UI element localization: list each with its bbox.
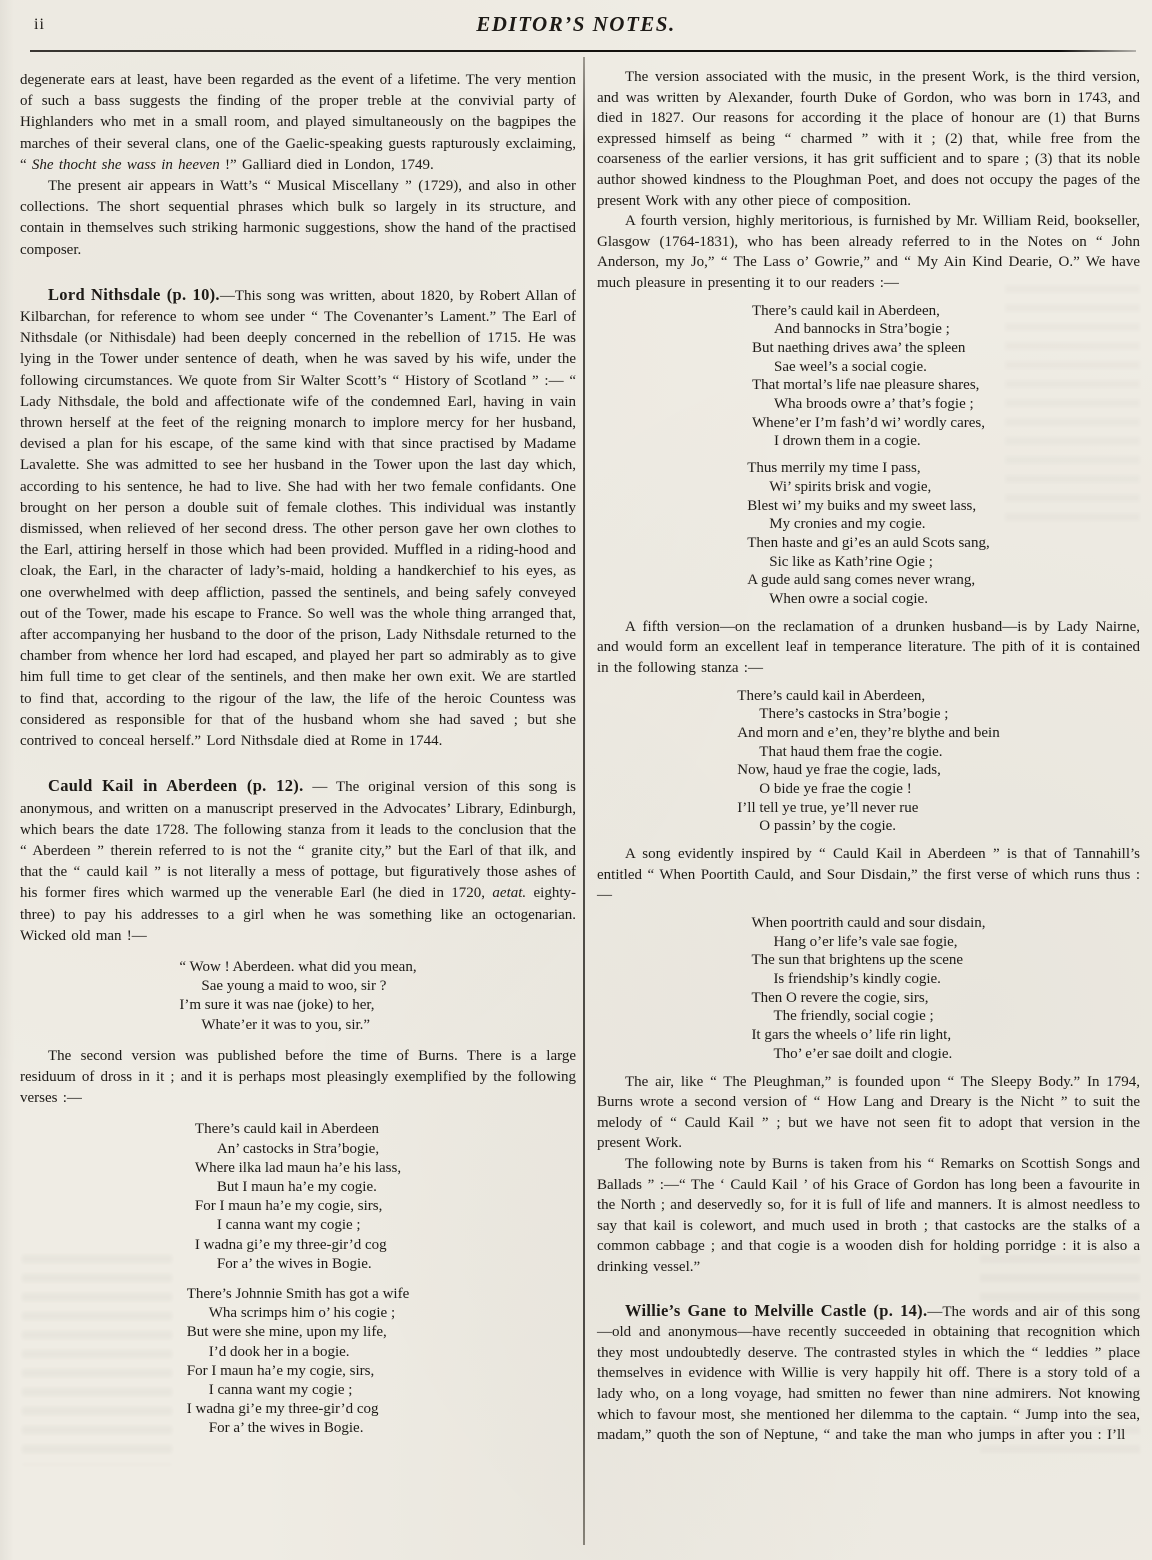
verse-stanza — [195, 1120, 401, 1274]
verse-line: When poortrith cauld and sour disdain, — [751, 914, 986, 931]
verse-line: O passin’ by the cogie. — [759, 818, 897, 835]
page-number: ii — [34, 16, 45, 33]
text-run: —The words and air of this song—old and anonymous—have recently succeeded in obtaining that recognition which they most undoubtedly deserve. The contrasted styles in which the “ leddies ” place themselves in evidence with Willie is very happily hit off. There is a story told of a lady who, on a long voyage, had smitten no fewer than nine admirers. Not knowing which to favour most, she mentioned her dilemma to the captain. “ Jump into the sea, madam,” quoth the son of Neptune, “ and take the man who jumps in after you : I’ll — [597, 1303, 1140, 1444]
verse-stanza — [187, 1285, 409, 1439]
verse-line: Wi’ spirits brisk and vogie, — [769, 478, 932, 495]
section-title: Cauld Kail in Aberdeen (p. 12). — [48, 776, 304, 796]
text-run: !” Galliard died in London, 1749. — [219, 156, 434, 173]
paragraph — [597, 211, 1140, 293]
verse-line: For a’ the wives in Bogie. — [208, 1420, 364, 1437]
paragraph — [20, 176, 576, 261]
paragraph — [597, 1154, 1140, 1278]
verse-line: There’s Johnnie Smith has got a wife — [186, 1285, 410, 1302]
verse-line: For I maun ha’e my cogie, sirs, — [194, 1198, 383, 1215]
verse-line: My cronies and my cogie. — [769, 516, 926, 533]
verse-line: The friendly, social cogie ; — [773, 1008, 934, 1025]
verse-line: Whene’er I’m fash’d wi’ wordly cares, — [752, 414, 985, 431]
paragraph — [597, 67, 1140, 211]
text-run: eighty-three) to pay his addresses to a girl when he was something like an octogenarian. Wicked old man !— — [20, 885, 576, 944]
text-run: The second version was published before the time of Burns. There is a large residuum of dross in it ; and it is perhaps most pleasingly exemplified by the following verses :— — [20, 1047, 576, 1107]
verse-line: Wha scrimps him o’ his cogie ; — [208, 1305, 396, 1322]
section-paragraph — [20, 775, 576, 947]
text-run: A fourth version, highly meritorious, is furnished by Mr. William Reid, bookseller, Glasgow (1764-1831), who has been already referred to in the Notes on “ John Anderson, my Jo,” “ The Lass o’ Gowrie,” and “ My Ain Kind Dearie, O.” We have much pleasure in presenting it to our readers :— — [597, 213, 1140, 291]
paragraph — [597, 1072, 1140, 1154]
verse-stanza — [737, 687, 999, 837]
verse-line: Is friendship’s kindly cogie. — [773, 971, 941, 988]
verse-line: Blest wi’ my buiks and my sweet lass, — [747, 497, 977, 514]
verse-line: I canna want my cogie ; — [216, 1217, 361, 1234]
right-column — [597, 67, 1140, 1446]
verse-line: I’d dook her in a bogie. — [208, 1343, 350, 1360]
verse-stanza — [747, 459, 989, 609]
text-run: A song evidently inspired by “ Cauld Kail in Aberdeen ” is that of Tannahill’s entitled “ When Poortith Cauld, and Sour Disdain,” the first verse of which runs thus :— — [597, 846, 1140, 904]
verse-line: I drown them in a cogie. — [774, 433, 921, 450]
verse-line: I canna want my cogie ; — [208, 1381, 353, 1398]
verse-line: But were she mine, upon my life, — [186, 1324, 387, 1341]
verse-line: An’ castocks in Stra’bogie, — [216, 1140, 380, 1157]
text-run: The air, like “ The Pleughman,” is founded upon “ The Sleepy Body.” In 1794, Burns wrote a second version of “ How Lang and Dreary is the Nicht ” to suit the melody of “ Cauld Kail ” ; but we have not seen fit to adopt that version in the present Work. — [597, 1073, 1140, 1152]
verse-line: And morn and e’en, they’re blythe and bein — [737, 724, 1000, 741]
verse-line: A gude auld sang comes never wrang, — [747, 572, 976, 589]
verse-line: Now, haud ye frae the cogie, lads, — [737, 762, 941, 779]
paragraph — [20, 70, 576, 176]
header-rule — [30, 50, 1136, 52]
verse-line: I’m sure it was nae (joke) to her, — [179, 997, 375, 1014]
verse-line: Then haste and gi’es an auld Scots sang, — [747, 534, 990, 551]
section-paragraph — [20, 284, 576, 752]
verse-line: It gars the wheels o’ life rin light, — [751, 1027, 952, 1044]
verse-line: Sic like as Kath’rine Ogie ; — [769, 553, 933, 570]
text-run: The following note by Burns is taken from his “ Remarks on Scottish Songs and Ballads ” :—“ The ‘ Cauld Kail ’ of his Grace of Gordon has long been a favourite in the North ; and deservedly so, for it is full of life and manners. It is almost needless to say that kail is colewort, and much used in broth ; that castocks are the stalks of a common cabbage ; and that cogie is a wooden dish for holding porridge : it is also a drinking vessel.” — [597, 1155, 1140, 1275]
verse-line: Wha broods owre a’ that’s fogie ; — [774, 396, 974, 413]
verse-line: Where ilka lad maun ha’e his lass, — [194, 1159, 402, 1176]
verse-line: Sae weel’s a social cogie. — [774, 358, 927, 375]
verse-stanza — [752, 302, 985, 452]
column-divider — [583, 57, 585, 1545]
text-run: The present air appears in Watt’s “ Musical Miscellany ” (1729), and also in other collections. The short sequential phrases which bulk so largely in its structure, and contain in themselves such striking harmonic suggestions, show the hand of the practised composer. — [20, 178, 576, 258]
verse-line: Hang o’er life’s vale sae fogie, — [773, 933, 958, 950]
paragraph — [597, 617, 1140, 679]
text-run: The version associated with the music, in the present Work, is the third version, and was written by Alexander, fourth Duke of Gordon, who was born in 1743, and died in 1827. Our reasons for according it the place of honour are (1) that Burns expressed himself as being “ charmed ” with it ; (2) that, while free from the coarseness of the earlier versions, it has grit sufficient and to spare ; (3) that its noble author showed kindness to the Ploughman Poet, and does not occupy the pages of the present Work with any other piece of composition. — [597, 69, 1140, 209]
verse-line: O bide ye frae the cogie ! — [759, 781, 912, 798]
verse-line: Tho’ e’er sae doilt and clogie. — [773, 1045, 953, 1062]
verse-line: Sae young a maid to woo, sir ? — [201, 978, 387, 995]
verse-line: For I maun ha’e my cogie, sirs, — [186, 1362, 375, 1379]
verse-stanza — [179, 958, 416, 1035]
verse-line: Thus merrily my time I pass, — [747, 460, 921, 477]
verse-line: That haud them frae the cogie. — [759, 743, 943, 760]
paragraph — [597, 844, 1140, 906]
verse-line: The sun that brightens up the scene — [751, 952, 964, 969]
text-run: — The original version of this song is anonymous, and written on a manuscript preserved in the Advocates’ Library, Edinburgh, which bears the date 1728. The following stanza from it leads to the conclusion that the “ Aberdeen ” therein referred to is not the “ granite city,” but the Earl of that ilk, and that the “ cauld kail ” is not literally a mess of pottage, but figuratively those ashes of his former fires which warmed up the venerable Earl (he died in 1720, — [20, 779, 576, 902]
verse-line: There’s cauld kail in Aberdeen — [194, 1121, 380, 1138]
verse-line: But I maun ha’e my cogie. — [216, 1178, 377, 1195]
verse-line: And bannocks in Stra’bogie ; — [774, 321, 950, 338]
section-title: Willie’s Gane to Melville Castle (p. 14). — [625, 1300, 928, 1320]
verse-stanza — [751, 914, 985, 1064]
page-title: EDITOR’S NOTES. — [476, 12, 676, 36]
text-run: A fifth version—on the reclamation of a drunken husband—is by Lady Nairne, and would form an excellent leaf in temperance literature. The pith of it is contained in the following stanza :— — [597, 618, 1140, 676]
verse-line: I wadna gi’e my three-gir’d cog — [194, 1236, 387, 1253]
left-column — [20, 70, 576, 1450]
verse-line: “ Wow ! Aberdeen. what did you mean, — [179, 958, 417, 975]
verse-line: For a’ the wives in Bogie. — [216, 1255, 372, 1272]
verse-line: When owre a social cogie. — [769, 591, 928, 608]
verse-line: But naething drives awa’ the spleen — [752, 339, 966, 356]
verse-line: There’s cauld kail in Aberdeen, — [737, 687, 926, 704]
text-run: —This song was written, about 1820, by Robert Allan of Kilbarchan, for reference to whom see under “ The Covenanter’s Lament.” The Earl of Nithsdale (or Nithisdale) had been deeply concerned in the rebellion of 1715. He was lying in the Tower under sentence of death, when he was saved by his wife, under the following circumstances. We quote from Sir Walter Scott’s “ History of Scotland ” :— “ Lady Nithsdale, the bold and affectionate wife of the condemned Earl, having in vain thrown herself at the feet of the reigning monarch to implore mercy for her husband, devised a plan for his escape, of the same kind with that since practised by Madame Lavalette. She was admitted to see her husband in the Tower upon the last day which, according to his sentence, he had to live. She had with her two female confidants. One brought on her person a double suit of female clothes. This individual was instantly dismissed, when relieved of her second dress. The other person gave her own clothes to the Earl, attiring herself in those which had been provided. Muffled in a riding-hood and cloak, the Earl, in the character of lady’s-maid, holding a handkerchief to his eyes, as one overwhelmed with deep affliction, passed the sentinels, and being safely conveyed out of the Tower, made his escape to France. So well was the whole thing arranged that, after accompanying her husband to the door of the prison, Lady Nithsdale returned to the chamber from whence her lord had escaped, and played her part so admirably as to give him full time to get clear of the sentinels, and then make her own exit. We are startled to find that, according to the rigour of the law, the life of the heroic Countess was considered as responsible for that of the husband whom she had saved ; but she contrived to conceal herself.” Lord Nithsdale died at Rome in 1744. — [20, 287, 577, 750]
verse-line: Whate’er it was to you, sir.” — [201, 1016, 371, 1033]
text-run: degenerate ears at least, have been regarded as the event of a lifetime. The very mention of such a bass suggests the finding of the proper treble at the convivial party of Highlanders who met in a small room, and played simultaneously on the bagpipes the marches of their several clans, one of the Gaelic-speaking guests rapturously exclaiming, “ — [20, 72, 576, 173]
paragraph — [20, 1046, 576, 1110]
text-run: aetat. — [492, 885, 527, 902]
text-run: She thocht she wass in heeven — [31, 156, 220, 173]
verse-line: Then O revere the cogie, sirs, — [751, 989, 929, 1006]
verse-line: I’ll tell ye true, ye’ll never rue — [737, 799, 919, 816]
section-paragraph — [597, 1301, 1140, 1446]
verse-line: There’s castocks in Stra’bogie ; — [759, 706, 949, 723]
verse-line: There’s cauld kail in Aberdeen, — [752, 302, 940, 319]
verse-line: That mortal’s life nae pleasure shares, — [752, 377, 980, 394]
verse-line: I wadna gi’e my three-gir’d cog — [186, 1401, 379, 1418]
section-title: Lord Nithsdale (p. 10). — [48, 284, 220, 304]
